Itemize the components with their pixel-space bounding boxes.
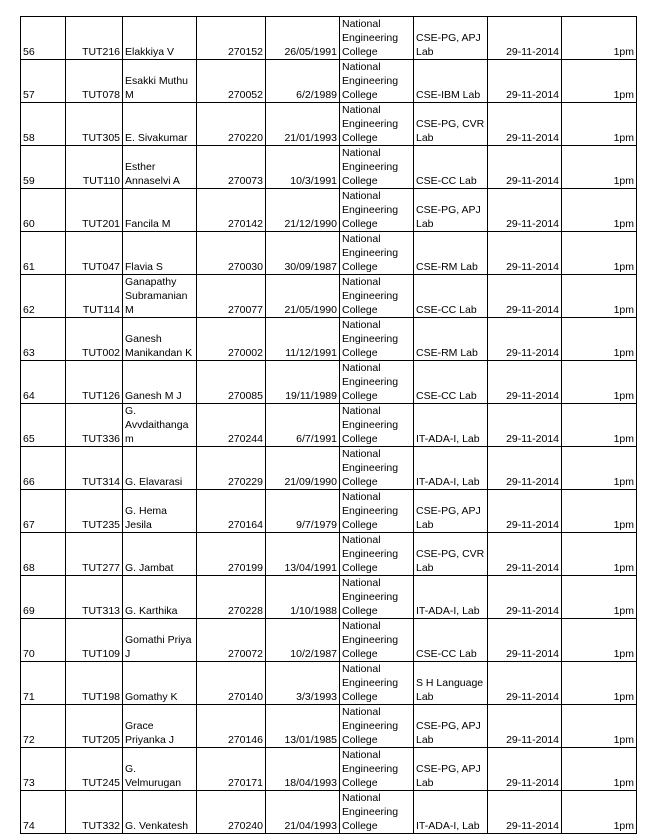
candidate-id-cell: 270229 xyxy=(197,447,266,490)
registration-code-cell: TUT314 xyxy=(66,447,123,490)
college-cell: National Engineering College xyxy=(340,318,414,361)
exam-date-cell: 29-11-2014 xyxy=(488,232,562,275)
table-row xyxy=(21,232,637,275)
lab-cell: IT-ADA-I, Lab xyxy=(414,404,488,447)
lab-cell: IT-ADA-I, Lab xyxy=(414,447,488,490)
candidate-name-cell: Esther Annaselvi A xyxy=(123,146,197,189)
serial-number-cell: 59 xyxy=(21,146,66,189)
serial-number-cell: 65 xyxy=(21,404,66,447)
registration-code-cell: TUT205 xyxy=(66,705,123,748)
exam-date-cell: 29-11-2014 xyxy=(488,705,562,748)
candidate-id-cell: 270072 xyxy=(197,619,266,662)
registration-code-cell: TUT126 xyxy=(66,361,123,404)
serial-number-cell: 63 xyxy=(21,318,66,361)
registration-code-cell: TUT078 xyxy=(66,60,123,103)
registration-code-cell: TUT336 xyxy=(66,404,123,447)
candidate-name-cell: Grace Priyanka J xyxy=(123,705,197,748)
registration-code-cell: TUT110 xyxy=(66,146,123,189)
candidate-name-cell: Ganesh Manikandan K xyxy=(123,318,197,361)
date-of-birth-cell: 6/2/1989 xyxy=(266,60,340,103)
lab-cell: CSE-PG, APJ Lab xyxy=(414,189,488,232)
lab-cell: CSE-PG, CVR Lab xyxy=(414,103,488,146)
exam-time-cell: 1pm xyxy=(562,146,637,189)
candidate-id-cell: 270152 xyxy=(197,17,266,60)
exam-time-cell: 1pm xyxy=(562,748,637,791)
candidate-name-cell: Fancila M xyxy=(123,189,197,232)
candidate-name-cell: G. Karthika xyxy=(123,576,197,619)
college-cell: National Engineering College xyxy=(340,576,414,619)
exam-date-cell: 29-11-2014 xyxy=(488,619,562,662)
lab-cell: CSE-CC Lab xyxy=(414,146,488,189)
college-cell: National Engineering College xyxy=(340,146,414,189)
exam-date-cell: 29-11-2014 xyxy=(488,60,562,103)
exam-time-cell: 1pm xyxy=(562,576,637,619)
candidate-name-cell: Gomathi Priya J xyxy=(123,619,197,662)
college-cell: National Engineering College xyxy=(340,361,414,404)
serial-number-cell: 70 xyxy=(21,619,66,662)
candidate-id-cell: 270077 xyxy=(197,275,266,318)
table-row xyxy=(21,361,637,404)
lab-cell: CSE-PG, APJ Lab xyxy=(414,17,488,60)
candidate-name-cell: Esakki Muthu M xyxy=(123,60,197,103)
college-cell: National Engineering College xyxy=(340,103,414,146)
lab-cell: CSE-CC Lab xyxy=(414,275,488,318)
serial-number-cell: 60 xyxy=(21,189,66,232)
lab-cell: CSE-PG, APJ Lab xyxy=(414,490,488,533)
date-of-birth-cell: 10/2/1987 xyxy=(266,619,340,662)
registration-code-cell: TUT002 xyxy=(66,318,123,361)
college-cell: National Engineering College xyxy=(340,189,414,232)
college-cell: National Engineering College xyxy=(340,275,414,318)
registration-code-cell: TUT235 xyxy=(66,490,123,533)
table-row xyxy=(21,60,637,103)
candidate-id-cell: 270240 xyxy=(197,791,266,834)
date-of-birth-cell: 26/05/1991 xyxy=(266,17,340,60)
candidate-id-cell: 270228 xyxy=(197,576,266,619)
date-of-birth-cell: 6/7/1991 xyxy=(266,404,340,447)
candidate-name-cell: Ganesh M J xyxy=(123,361,197,404)
exam-date-cell: 29-11-2014 xyxy=(488,662,562,705)
table-row xyxy=(21,705,637,748)
lab-cell: CSE-PG, APJ Lab xyxy=(414,748,488,791)
registration-code-cell: TUT114 xyxy=(66,275,123,318)
registration-code-cell: TUT198 xyxy=(66,662,123,705)
candidate-name-cell: E. Sivakumar xyxy=(123,103,197,146)
candidate-id-cell: 270140 xyxy=(197,662,266,705)
candidate-id-cell: 270030 xyxy=(197,232,266,275)
candidate-name-cell: G. Venkatesh xyxy=(123,791,197,834)
exam-date-cell: 29-11-2014 xyxy=(488,103,562,146)
college-cell: National Engineering College xyxy=(340,232,414,275)
date-of-birth-cell: 21/04/1993 xyxy=(266,791,340,834)
college-cell: National Engineering College xyxy=(340,533,414,576)
table-row xyxy=(21,189,637,232)
serial-number-cell: 71 xyxy=(21,662,66,705)
exam-time-cell: 1pm xyxy=(562,791,637,834)
candidate-id-cell: 270085 xyxy=(197,361,266,404)
candidate-id-cell: 270052 xyxy=(197,60,266,103)
serial-number-cell: 57 xyxy=(21,60,66,103)
serial-number-cell: 62 xyxy=(21,275,66,318)
candidate-id-cell: 270142 xyxy=(197,189,266,232)
exam-time-cell: 1pm xyxy=(562,60,637,103)
registration-code-cell: TUT277 xyxy=(66,533,123,576)
candidate-id-cell: 270199 xyxy=(197,533,266,576)
exam-date-cell: 29-11-2014 xyxy=(488,490,562,533)
candidate-id-cell: 270244 xyxy=(197,404,266,447)
exam-date-cell: 29-11-2014 xyxy=(488,146,562,189)
date-of-birth-cell: 13/04/1991 xyxy=(266,533,340,576)
exam-date-cell: 29-11-2014 xyxy=(488,361,562,404)
date-of-birth-cell: 13/01/1985 xyxy=(266,705,340,748)
exam-time-cell: 1pm xyxy=(562,189,637,232)
exam-time-cell: 1pm xyxy=(562,103,637,146)
table-row xyxy=(21,576,637,619)
college-cell: National Engineering College xyxy=(340,619,414,662)
table-row xyxy=(21,103,637,146)
candidate-name-cell: Flavia S xyxy=(123,232,197,275)
table-row xyxy=(21,619,637,662)
exam-date-cell: 29-11-2014 xyxy=(488,189,562,232)
date-of-birth-cell: 21/09/1990 xyxy=(266,447,340,490)
exam-time-cell: 1pm xyxy=(562,662,637,705)
table-row xyxy=(21,447,637,490)
candidate-name-cell: G. Hema Jesila xyxy=(123,490,197,533)
serial-number-cell: 69 xyxy=(21,576,66,619)
registration-code-cell: TUT201 xyxy=(66,189,123,232)
table-row xyxy=(21,404,637,447)
candidate-name-cell: G. Avvdaithanga m xyxy=(123,404,197,447)
date-of-birth-cell: 3/3/1993 xyxy=(266,662,340,705)
college-cell: National Engineering College xyxy=(340,60,414,103)
exam-date-cell: 29-11-2014 xyxy=(488,533,562,576)
serial-number-cell: 64 xyxy=(21,361,66,404)
lab-cell: CSE-CC Lab xyxy=(414,619,488,662)
candidate-name-cell: G. Jambat xyxy=(123,533,197,576)
lab-cell: IT-ADA-I, Lab xyxy=(414,791,488,834)
serial-number-cell: 58 xyxy=(21,103,66,146)
college-cell: National Engineering College xyxy=(340,447,414,490)
exam-time-cell: 1pm xyxy=(562,17,637,60)
candidate-name-cell: G. Velmurugan xyxy=(123,748,197,791)
exam-date-cell: 29-11-2014 xyxy=(488,748,562,791)
candidate-id-cell: 270073 xyxy=(197,146,266,189)
exam-time-cell: 1pm xyxy=(562,619,637,662)
exam-time-cell: 1pm xyxy=(562,490,637,533)
college-cell: National Engineering College xyxy=(340,17,414,60)
candidate-id-cell: 270171 xyxy=(197,748,266,791)
exam-date-cell: 29-11-2014 xyxy=(488,791,562,834)
candidate-name-cell: Gomathy K xyxy=(123,662,197,705)
exam-time-cell: 1pm xyxy=(562,275,637,318)
date-of-birth-cell: 1/10/1988 xyxy=(266,576,340,619)
college-cell: National Engineering College xyxy=(340,490,414,533)
serial-number-cell: 61 xyxy=(21,232,66,275)
lab-cell: CSE-RM Lab xyxy=(414,318,488,361)
serial-number-cell: 66 xyxy=(21,447,66,490)
candidate-name-cell: Elakkiya V xyxy=(123,17,197,60)
table-row xyxy=(21,318,637,361)
candidate-name-cell: Ganapathy Subramanian M xyxy=(123,275,197,318)
date-of-birth-cell: 11/12/1991 xyxy=(266,318,340,361)
exam-time-cell: 1pm xyxy=(562,404,637,447)
serial-number-cell: 72 xyxy=(21,705,66,748)
table-row xyxy=(21,146,637,189)
exam-date-cell: 29-11-2014 xyxy=(488,318,562,361)
exam-time-cell: 1pm xyxy=(562,447,637,490)
college-cell: National Engineering College xyxy=(340,791,414,834)
college-cell: National Engineering College xyxy=(340,748,414,791)
exam-date-cell: 29-11-2014 xyxy=(488,275,562,318)
table-row xyxy=(21,490,637,533)
candidate-name-cell: G. Elavarasi xyxy=(123,447,197,490)
serial-number-cell: 56 xyxy=(21,17,66,60)
exam-time-cell: 1pm xyxy=(562,318,637,361)
candidate-id-cell: 270002 xyxy=(197,318,266,361)
candidate-id-cell: 270146 xyxy=(197,705,266,748)
candidate-id-cell: 270220 xyxy=(197,103,266,146)
table-body xyxy=(21,17,637,834)
table-row xyxy=(21,533,637,576)
exam-date-cell: 29-11-2014 xyxy=(488,576,562,619)
serial-number-cell: 68 xyxy=(21,533,66,576)
lab-cell: CSE-RM Lab xyxy=(414,232,488,275)
lab-cell: CSE-PG, CVR Lab xyxy=(414,533,488,576)
date-of-birth-cell: 30/09/1987 xyxy=(266,232,340,275)
table-row xyxy=(21,17,637,60)
table-row xyxy=(21,662,637,705)
allotment-table xyxy=(20,16,637,834)
serial-number-cell: 67 xyxy=(21,490,66,533)
date-of-birth-cell: 10/3/1991 xyxy=(266,146,340,189)
exam-date-cell: 29-11-2014 xyxy=(488,447,562,490)
registration-code-cell: TUT332 xyxy=(66,791,123,834)
exam-date-cell: 29-11-2014 xyxy=(488,17,562,60)
date-of-birth-cell: 9/7/1979 xyxy=(266,490,340,533)
table-row xyxy=(21,748,637,791)
exam-time-cell: 1pm xyxy=(562,232,637,275)
date-of-birth-cell: 21/01/1993 xyxy=(266,103,340,146)
registration-code-cell: TUT313 xyxy=(66,576,123,619)
exam-time-cell: 1pm xyxy=(562,533,637,576)
candidate-id-cell: 270164 xyxy=(197,490,266,533)
exam-time-cell: 1pm xyxy=(562,361,637,404)
registration-code-cell: TUT305 xyxy=(66,103,123,146)
serial-number-cell: 73 xyxy=(21,748,66,791)
lab-cell: S H Language Lab xyxy=(414,662,488,705)
date-of-birth-cell: 21/05/1990 xyxy=(266,275,340,318)
college-cell: National Engineering College xyxy=(340,404,414,447)
college-cell: National Engineering College xyxy=(340,705,414,748)
table-row xyxy=(21,791,637,834)
registration-code-cell: TUT109 xyxy=(66,619,123,662)
registration-code-cell: TUT047 xyxy=(66,232,123,275)
registration-code-cell: TUT216 xyxy=(66,17,123,60)
date-of-birth-cell: 18/04/1993 xyxy=(266,748,340,791)
registration-code-cell: TUT245 xyxy=(66,748,123,791)
lab-cell: IT-ADA-I, Lab xyxy=(414,576,488,619)
college-cell: National Engineering College xyxy=(340,662,414,705)
exam-time-cell: 1pm xyxy=(562,705,637,748)
serial-number-cell: 74 xyxy=(21,791,66,834)
lab-cell: CSE-PG, APJ Lab xyxy=(414,705,488,748)
lab-cell: CSE-CC Lab xyxy=(414,361,488,404)
date-of-birth-cell: 21/12/1990 xyxy=(266,189,340,232)
table-row xyxy=(21,275,637,318)
date-of-birth-cell: 19/11/1989 xyxy=(266,361,340,404)
exam-date-cell: 29-11-2014 xyxy=(488,404,562,447)
lab-cell: CSE-IBM Lab xyxy=(414,60,488,103)
